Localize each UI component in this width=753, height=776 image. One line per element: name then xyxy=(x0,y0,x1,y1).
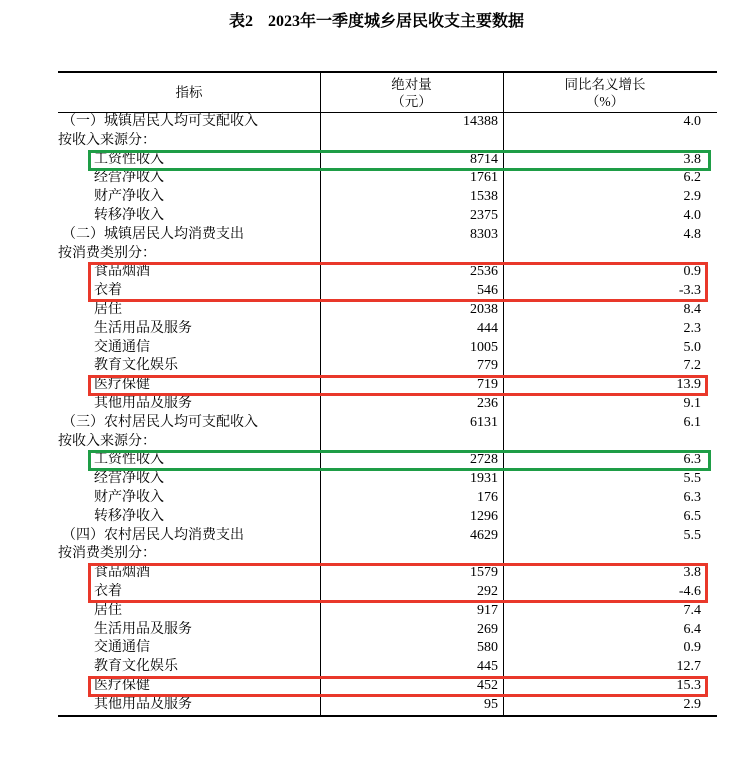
growth-rate xyxy=(503,245,717,264)
growth-rate: -3.3 xyxy=(678,283,701,299)
growth-rate: 3.8 xyxy=(683,565,701,581)
absolute-value: 292 xyxy=(477,583,498,599)
absolute-value: 452 xyxy=(477,677,498,693)
indicator-label: 按收入来源分： xyxy=(58,132,156,148)
item-row xyxy=(58,151,717,170)
growth-rate: -4.6 xyxy=(678,583,701,599)
section-row xyxy=(58,414,717,433)
item-row xyxy=(58,339,717,358)
growth-rate: 0.9 xyxy=(683,640,701,656)
header-yoy-growth-unit: （%） xyxy=(585,93,625,109)
growth-rate xyxy=(503,433,717,452)
indicator-label: 按收入来源分： xyxy=(58,433,156,449)
data-table xyxy=(58,71,717,717)
growth-rate: 3.8 xyxy=(683,151,701,167)
item-row xyxy=(58,470,717,489)
item-row xyxy=(58,395,717,414)
indicator-label: 经营净收入 xyxy=(94,471,164,487)
absolute-value: 269 xyxy=(477,621,498,637)
item-row xyxy=(58,564,717,583)
absolute-value: 8303 xyxy=(470,226,498,242)
growth-rate: 6.2 xyxy=(683,170,701,186)
absolute-value: 546 xyxy=(477,283,498,299)
indicator-label: （二）城镇居民人均消费支出 xyxy=(62,226,244,242)
growth-rate xyxy=(503,545,717,564)
breakdown-heading-row xyxy=(58,132,717,151)
absolute-value xyxy=(320,433,503,452)
indicator-label: 医疗保健 xyxy=(94,377,150,393)
indicator-label: （三）农村居民人均可支配收入 xyxy=(62,414,258,430)
absolute-value: 14388 xyxy=(463,114,498,129)
item-row xyxy=(58,301,717,320)
breakdown-heading-row xyxy=(58,545,717,564)
indicator-label: 交通通信 xyxy=(94,640,150,656)
absolute-value xyxy=(320,245,503,264)
growth-rate: 2.9 xyxy=(683,696,701,712)
indicator-label: 经营净收入 xyxy=(94,170,164,186)
growth-rate: 4.8 xyxy=(683,226,701,242)
indicator-label: 财产净收入 xyxy=(94,189,164,205)
growth-rate: 5.0 xyxy=(683,339,701,355)
growth-rate: 12.7 xyxy=(676,659,701,675)
header-indicator xyxy=(58,73,320,112)
item-row xyxy=(58,451,717,470)
item-row xyxy=(58,508,717,527)
item-row xyxy=(58,489,717,508)
breakdown-heading-row xyxy=(58,433,717,452)
growth-rate: 15.3 xyxy=(676,677,701,693)
absolute-value: 1538 xyxy=(470,189,498,205)
indicator-label: 按消费类别分： xyxy=(58,546,156,562)
absolute-value: 1005 xyxy=(470,339,498,355)
table-title-text: 2023年一季度城乡居民收支主要数据 xyxy=(268,13,525,30)
indicator-label: 衣着 xyxy=(94,583,122,599)
absolute-value: 95 xyxy=(484,696,498,712)
indicator-label: 衣着 xyxy=(94,283,122,299)
header-absolute-amount xyxy=(320,73,503,112)
column-divider xyxy=(503,73,504,715)
absolute-value: 779 xyxy=(477,358,498,374)
section-row xyxy=(58,113,717,132)
indicator-label: 交通通信 xyxy=(94,339,150,355)
item-row xyxy=(58,621,717,640)
absolute-value: 1931 xyxy=(470,471,498,487)
indicator-label: 医疗保健 xyxy=(94,677,150,693)
growth-rate xyxy=(503,132,717,151)
growth-rate: 13.9 xyxy=(676,377,701,393)
growth-rate: 5.5 xyxy=(683,527,701,543)
header-indicator-label: 指标 xyxy=(175,85,203,100)
growth-rate: 8.4 xyxy=(683,301,701,317)
item-row xyxy=(58,263,717,282)
table-number: 表2 xyxy=(228,13,253,30)
absolute-value: 6131 xyxy=(470,414,498,430)
absolute-value: 8714 xyxy=(470,151,498,167)
absolute-value: 719 xyxy=(477,377,498,393)
breakdown-heading-row xyxy=(58,245,717,264)
item-row xyxy=(58,169,717,188)
item-row xyxy=(58,207,717,226)
absolute-value: 176 xyxy=(477,489,498,505)
absolute-value: 1296 xyxy=(470,508,498,524)
table-body xyxy=(58,113,717,715)
item-row xyxy=(58,696,717,715)
growth-rate: 6.5 xyxy=(683,508,701,524)
growth-rate: 7.4 xyxy=(683,602,701,618)
table-title xyxy=(0,13,753,31)
header-absolute-amount-label: 绝对量 xyxy=(391,76,432,92)
absolute-value: 4629 xyxy=(470,527,498,543)
indicator-label: 工资性收入 xyxy=(94,452,164,468)
section-row xyxy=(58,226,717,245)
absolute-value xyxy=(320,132,503,151)
absolute-value: 236 xyxy=(477,395,498,411)
indicator-label: 转移净收入 xyxy=(94,508,164,524)
item-row xyxy=(58,602,717,621)
item-row xyxy=(58,282,717,301)
absolute-value: 444 xyxy=(477,320,498,336)
growth-rate: 5.5 xyxy=(683,471,701,487)
item-row xyxy=(58,583,717,602)
table-header xyxy=(58,73,717,113)
growth-rate: 9.1 xyxy=(683,395,701,411)
indicator-label: （四）农村居民人均消费支出 xyxy=(62,527,244,543)
indicator-label: 教育文化娱乐 xyxy=(94,358,178,374)
growth-rate: 6.3 xyxy=(683,452,701,468)
growth-rate: 7.2 xyxy=(683,358,701,374)
absolute-value: 445 xyxy=(477,659,498,675)
item-row xyxy=(58,320,717,339)
section-row xyxy=(58,527,717,546)
growth-rate: 6.3 xyxy=(683,489,701,505)
indicator-label: （一）城镇居民人均可支配收入 xyxy=(62,114,258,129)
growth-rate: 2.9 xyxy=(683,189,701,205)
indicator-label: 食品烟酒 xyxy=(94,565,150,581)
growth-rate: 0.9 xyxy=(683,264,701,280)
growth-rate: 4.0 xyxy=(683,207,701,223)
indicator-label: 教育文化娱乐 xyxy=(94,659,178,675)
item-row xyxy=(58,658,717,677)
indicator-label: 生活用品及服务 xyxy=(94,621,192,637)
indicator-label: 转移净收入 xyxy=(94,207,164,223)
header-absolute-amount-unit: （元） xyxy=(391,93,432,109)
header-yoy-growth xyxy=(503,73,717,112)
indicator-label: 居住 xyxy=(94,602,122,618)
item-row xyxy=(58,188,717,207)
item-row xyxy=(58,357,717,376)
absolute-value: 2536 xyxy=(470,264,498,280)
absolute-value: 917 xyxy=(477,602,498,618)
absolute-value: 1579 xyxy=(470,565,498,581)
indicator-label: 按消费类别分： xyxy=(58,245,156,261)
absolute-value xyxy=(320,545,503,564)
absolute-value: 2375 xyxy=(470,207,498,223)
growth-rate: 6.4 xyxy=(683,621,701,637)
indicator-label: 居住 xyxy=(94,301,122,317)
indicator-label: 其他用品及服务 xyxy=(94,696,192,712)
item-row xyxy=(58,677,717,696)
indicator-label: 财产净收入 xyxy=(94,489,164,505)
absolute-value: 1761 xyxy=(470,170,498,186)
indicator-label: 食品烟酒 xyxy=(94,264,150,280)
growth-rate: 2.3 xyxy=(683,320,701,336)
indicator-label: 其他用品及服务 xyxy=(94,395,192,411)
growth-rate: 4.0 xyxy=(683,114,701,129)
item-row xyxy=(58,376,717,395)
header-yoy-growth-label: 同比名义增长 xyxy=(564,76,646,92)
column-divider xyxy=(320,73,321,715)
absolute-value: 580 xyxy=(477,640,498,656)
absolute-value: 2038 xyxy=(470,301,498,317)
absolute-value: 2728 xyxy=(470,452,498,468)
indicator-label: 生活用品及服务 xyxy=(94,320,192,336)
item-row xyxy=(58,639,717,658)
indicator-label: 工资性收入 xyxy=(94,151,164,167)
growth-rate: 6.1 xyxy=(683,414,701,430)
